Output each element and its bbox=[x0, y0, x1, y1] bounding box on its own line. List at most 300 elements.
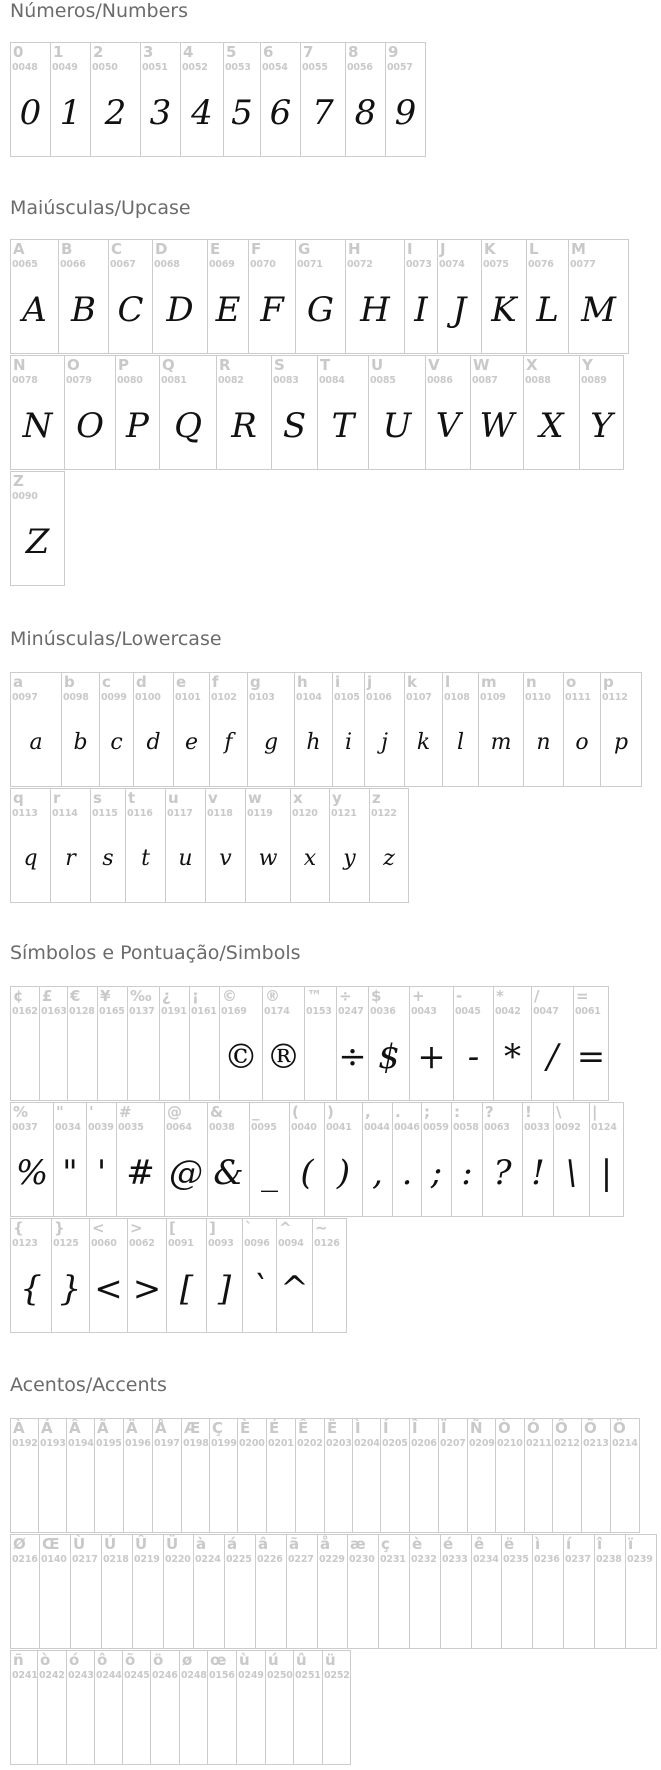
glyph-sample: ® bbox=[266, 1037, 301, 1077]
glyph-code: 0043 bbox=[411, 1006, 437, 1017]
glyph-cell bbox=[337, 986, 369, 1101]
glyph-label: u bbox=[168, 789, 179, 807]
glyph-code: 0229 bbox=[319, 1554, 345, 1565]
glyph-code: 0216 bbox=[12, 1554, 38, 1565]
glyph-label: Ê bbox=[298, 1419, 309, 1437]
glyph-cell bbox=[301, 42, 346, 157]
glyph-sample: g bbox=[263, 730, 279, 755]
glyph-sample: m bbox=[490, 730, 512, 755]
glyph-label: ù bbox=[239, 1651, 250, 1669]
section-title-upcase: Maiúsculas/Upcase bbox=[10, 197, 191, 219]
glyph-label: | bbox=[592, 1103, 598, 1121]
glyph-cell bbox=[410, 1418, 439, 1533]
glyph-code: 0204 bbox=[354, 1438, 380, 1449]
glyph-sample: h bbox=[306, 730, 321, 755]
glyph-cell bbox=[369, 986, 410, 1101]
glyph-code: 0194 bbox=[68, 1438, 94, 1449]
glyph-sample: k bbox=[416, 730, 431, 755]
glyph-label: ~ bbox=[315, 1219, 328, 1237]
glyph-cell bbox=[167, 1218, 207, 1333]
glyph-cell bbox=[524, 672, 564, 787]
glyph-cell bbox=[527, 239, 569, 354]
glyph-cell bbox=[266, 1650, 294, 1765]
glyph-sample: v bbox=[219, 846, 232, 871]
glyph-cell bbox=[10, 355, 65, 470]
glyph-label: Å bbox=[155, 1419, 167, 1437]
glyph-label: . bbox=[395, 1103, 401, 1121]
glyph-cell bbox=[90, 1218, 128, 1333]
glyph-label: ¡ bbox=[192, 987, 199, 1005]
glyph-cell bbox=[95, 1418, 124, 1533]
glyph-cell bbox=[441, 1534, 472, 1649]
glyph-label: W bbox=[473, 356, 490, 374]
glyph-label: + bbox=[412, 987, 425, 1005]
glyph-sample: O bbox=[76, 406, 104, 446]
glyph-code: 0245 bbox=[124, 1670, 150, 1681]
glyph-label: S bbox=[274, 356, 285, 374]
glyph-sample: c bbox=[110, 730, 123, 755]
glyph-code: 0063 bbox=[484, 1122, 510, 1133]
glyph-label: Y bbox=[582, 356, 593, 374]
glyph-label: £ bbox=[42, 987, 53, 1005]
glyph-sample: J bbox=[452, 290, 467, 330]
glyph-code: 0237 bbox=[565, 1554, 591, 1565]
glyph-code: 0040 bbox=[291, 1122, 317, 1133]
glyph-label: Î bbox=[412, 1419, 418, 1437]
glyph-sample: 8 bbox=[354, 93, 377, 133]
glyph-label: < bbox=[92, 1219, 105, 1237]
glyph-sample: K bbox=[491, 290, 517, 330]
glyph-cell bbox=[438, 239, 482, 354]
glyph-label: K bbox=[484, 240, 496, 258]
glyph-code: 0092 bbox=[555, 1122, 581, 1133]
glyph-label: U bbox=[371, 356, 384, 374]
glyph-code: 0124 bbox=[591, 1122, 617, 1133]
glyph-label: ? bbox=[485, 1103, 494, 1121]
glyph-code: 0109 bbox=[480, 692, 506, 703]
glyph-cell bbox=[123, 1650, 151, 1765]
glyph-code: 0156 bbox=[209, 1670, 235, 1681]
glyph-label: Œ bbox=[42, 1535, 60, 1553]
glyph-sample: o bbox=[575, 730, 589, 755]
glyph-sample: 9 bbox=[394, 93, 417, 133]
glyph-label: ] bbox=[209, 1219, 216, 1237]
glyph-label: 9 bbox=[388, 43, 399, 61]
section-title-accents: Acentos/Accents bbox=[10, 1374, 167, 1396]
glyph-cell bbox=[210, 672, 248, 787]
glyph-cell bbox=[379, 1534, 410, 1649]
glyph-sample: q bbox=[23, 846, 38, 871]
glyph-code: 0050 bbox=[92, 62, 118, 73]
glyph-cell bbox=[220, 986, 263, 1101]
glyph-code: 0121 bbox=[331, 808, 357, 819]
glyph-label: ^ bbox=[279, 1219, 292, 1237]
glyph-code: 0082 bbox=[218, 375, 244, 386]
glyph-label: è bbox=[412, 1535, 423, 1553]
glyph-cell bbox=[250, 1102, 290, 1217]
glyph-sample: Y bbox=[590, 406, 613, 446]
glyph-cell bbox=[296, 1418, 325, 1533]
glyph-code: 0120 bbox=[292, 808, 318, 819]
glyph-code: 0123 bbox=[12, 1238, 38, 1249]
glyph-sample: w bbox=[258, 846, 278, 871]
glyph-label: n bbox=[526, 673, 537, 691]
glyph-code: 0057 bbox=[387, 62, 413, 73]
glyph-label: , bbox=[365, 1103, 371, 1121]
glyph-code: 0224 bbox=[195, 1554, 221, 1565]
glyph-label: Õ bbox=[584, 1419, 597, 1437]
glyph-label: ÷ bbox=[339, 987, 352, 1005]
glyph-cell bbox=[40, 986, 68, 1101]
glyph-label: 6 bbox=[263, 43, 274, 61]
glyph-sample: 1 bbox=[59, 93, 82, 133]
glyph-cell bbox=[102, 1534, 133, 1649]
glyph-code: 0061 bbox=[575, 1006, 601, 1017]
section-title-numbers: Números/Numbers bbox=[10, 0, 188, 22]
glyph-cell bbox=[165, 1102, 208, 1217]
glyph-sample: P bbox=[126, 406, 149, 446]
glyph-label: " bbox=[56, 1103, 64, 1121]
glyph-sample: W bbox=[479, 406, 515, 446]
glyph-label: ™ bbox=[307, 987, 322, 1005]
glyph-sample: l bbox=[456, 730, 465, 755]
glyph-code: 0068 bbox=[154, 259, 180, 270]
glyph-cell bbox=[134, 672, 174, 787]
glyph-label: b bbox=[64, 673, 75, 691]
glyph-label: È bbox=[240, 1419, 251, 1437]
glyph-cell bbox=[261, 42, 301, 157]
glyph-label: Ï bbox=[441, 1419, 447, 1437]
glyph-sample: 5 bbox=[231, 93, 253, 133]
glyph-label: Ä bbox=[126, 1419, 138, 1437]
glyph-code: 0239 bbox=[627, 1554, 653, 1565]
glyph-label: : bbox=[454, 1103, 460, 1121]
glyph-code: 0077 bbox=[570, 259, 596, 270]
glyph-label: z bbox=[372, 789, 381, 807]
glyph-label: k bbox=[407, 673, 417, 691]
glyph-label: w bbox=[248, 789, 262, 807]
glyph-label: o bbox=[566, 673, 577, 691]
glyph-code: 0075 bbox=[483, 259, 509, 270]
glyph-code: 0227 bbox=[288, 1554, 314, 1565]
glyph-code: 0118 bbox=[207, 808, 233, 819]
glyph-cell bbox=[405, 672, 443, 787]
glyph-code: 0096 bbox=[244, 1238, 270, 1249]
glyph-row bbox=[10, 1534, 661, 1649]
glyph-label: Q bbox=[162, 356, 175, 374]
symbols-grid bbox=[10, 986, 661, 1333]
glyph-code: 0206 bbox=[411, 1438, 437, 1449]
glyph-cell bbox=[422, 1102, 452, 1217]
glyph-cell bbox=[532, 986, 574, 1101]
glyph-code: 0072 bbox=[347, 259, 373, 270]
glyph-row bbox=[10, 355, 661, 470]
glyph-cell bbox=[256, 1534, 287, 1649]
glyph-cell bbox=[10, 1650, 38, 1765]
glyph-cell bbox=[287, 1534, 318, 1649]
glyph-cell bbox=[153, 1418, 182, 1533]
glyph-cell bbox=[426, 355, 471, 470]
glyph-label: { bbox=[13, 1219, 24, 1237]
glyph-label: ) bbox=[327, 1103, 334, 1121]
glyph-code: 0202 bbox=[297, 1438, 323, 1449]
glyph-code: 0052 bbox=[182, 62, 208, 73]
glyph-code: 0071 bbox=[297, 259, 323, 270]
glyph-cell bbox=[238, 1418, 267, 1533]
glyph-label: Ø bbox=[13, 1535, 26, 1553]
glyph-label: ò bbox=[40, 1651, 51, 1669]
glyph-label: M bbox=[571, 240, 586, 258]
glyph-label: ; bbox=[424, 1103, 430, 1121]
glyph-code: 0084 bbox=[319, 375, 345, 386]
glyph-sample: T bbox=[331, 406, 355, 446]
glyph-code: 0086 bbox=[427, 375, 453, 386]
glyph-code: 0054 bbox=[262, 62, 288, 73]
glyph-code: 0225 bbox=[226, 1554, 252, 1565]
glyph-label: } bbox=[54, 1219, 65, 1237]
glyph-code: 0059 bbox=[423, 1122, 449, 1133]
glyph-cell bbox=[100, 672, 134, 787]
glyph-cell bbox=[569, 239, 629, 354]
glyph-cell bbox=[62, 672, 100, 787]
glyph-label: ‰ bbox=[130, 987, 152, 1005]
glyph-code: 0162 bbox=[12, 1006, 38, 1017]
glyph-label: à bbox=[196, 1535, 207, 1553]
glyph-code: 0198 bbox=[183, 1438, 209, 1449]
glyph-cell bbox=[164, 1534, 194, 1649]
glyph-sample: ] bbox=[217, 1269, 232, 1309]
glyph-sample: t bbox=[141, 846, 150, 871]
glyph-sample: ` bbox=[251, 1269, 268, 1309]
glyph-code: 0251 bbox=[295, 1670, 321, 1681]
glyph-sample: j bbox=[381, 730, 388, 755]
glyph-code: 0087 bbox=[472, 375, 498, 386]
glyph-sample: f bbox=[224, 730, 233, 755]
glyph-sample: 3 bbox=[149, 93, 172, 133]
glyph-label: ê bbox=[474, 1535, 485, 1553]
glyph-cell bbox=[10, 42, 51, 157]
glyph-code: 0248 bbox=[181, 1670, 207, 1681]
glyph-sample: p bbox=[613, 730, 629, 755]
glyph-code: 0091 bbox=[168, 1238, 194, 1249]
glyph-cell bbox=[525, 1418, 553, 1533]
glyph-cell bbox=[290, 1102, 325, 1217]
glyph-code: 0169 bbox=[221, 1006, 247, 1017]
glyph-label: ¢ bbox=[13, 987, 24, 1005]
glyph-cell bbox=[452, 1102, 483, 1217]
glyph-code: 0097 bbox=[12, 692, 38, 703]
glyph-label: d bbox=[136, 673, 147, 691]
glyph-cell bbox=[353, 1418, 381, 1533]
glyph-code: 0209 bbox=[469, 1438, 495, 1449]
glyph-code: 0116 bbox=[127, 808, 153, 819]
glyph-cell bbox=[443, 672, 479, 787]
glyph-code: 0065 bbox=[12, 259, 38, 270]
glyph-label: Ü bbox=[166, 1535, 179, 1553]
glyph-label: € bbox=[70, 987, 81, 1005]
glyph-row bbox=[10, 471, 661, 586]
glyph-label: - bbox=[456, 987, 463, 1005]
glyph-cell bbox=[67, 1418, 95, 1533]
glyph-code: 0088 bbox=[525, 375, 551, 386]
glyph-label: D bbox=[155, 240, 168, 258]
glyph-code: 0235 bbox=[503, 1554, 529, 1565]
glyph-code: 0125 bbox=[53, 1238, 79, 1249]
glyph-label: H bbox=[348, 240, 361, 258]
glyph-cell bbox=[294, 1650, 323, 1765]
glyph-sample: $ bbox=[378, 1037, 400, 1077]
glyph-row bbox=[10, 239, 661, 354]
glyph-sample: r bbox=[65, 846, 76, 871]
glyph-label: t bbox=[128, 789, 136, 807]
glyph-label: J bbox=[440, 240, 446, 258]
glyph-code: 0197 bbox=[154, 1438, 180, 1449]
glyph-cell bbox=[554, 1102, 590, 1217]
glyph-code: 0101 bbox=[175, 692, 201, 703]
glyph-sample: V bbox=[435, 406, 461, 446]
glyph-code: 0210 bbox=[497, 1438, 523, 1449]
glyph-cell bbox=[330, 788, 370, 903]
glyph-cell bbox=[243, 1218, 277, 1333]
glyph-sample: S bbox=[282, 406, 307, 446]
glyph-code: 0193 bbox=[40, 1438, 66, 1449]
glyph-label: R bbox=[219, 356, 231, 374]
glyph-cell bbox=[272, 355, 318, 470]
glyph-code: 0199 bbox=[211, 1438, 237, 1449]
glyph-cell bbox=[533, 1534, 564, 1649]
glyph-label: # bbox=[119, 1103, 132, 1121]
glyph-label: A bbox=[13, 240, 25, 258]
glyph-cell bbox=[318, 1534, 348, 1649]
glyph-label: 5 bbox=[226, 43, 237, 61]
glyph-cell bbox=[291, 788, 330, 903]
glyph-sample: = bbox=[576, 1037, 606, 1077]
glyph-label: ô bbox=[97, 1651, 108, 1669]
glyph-cell bbox=[249, 239, 296, 354]
glyph-cell bbox=[51, 42, 91, 157]
glyph-cell bbox=[207, 1218, 243, 1333]
glyph-code: 0161 bbox=[191, 1006, 217, 1017]
glyph-code: 0038 bbox=[209, 1122, 235, 1133]
glyph-cell bbox=[54, 1102, 87, 1217]
glyph-sample: R bbox=[231, 406, 257, 446]
glyph-cell bbox=[68, 986, 98, 1101]
glyph-label: E bbox=[210, 240, 221, 258]
glyph-label: p bbox=[603, 673, 614, 691]
glyph-label: s bbox=[93, 789, 102, 807]
glyph-cell bbox=[277, 1218, 313, 1333]
glyph-cell bbox=[160, 986, 190, 1101]
glyph-sample: < bbox=[94, 1269, 123, 1309]
glyph-sample: i bbox=[344, 730, 353, 755]
glyph-cell bbox=[482, 239, 527, 354]
glyph-code: 0095 bbox=[251, 1122, 277, 1133]
glyph-cell bbox=[217, 355, 272, 470]
glyph-code: 0213 bbox=[583, 1438, 609, 1449]
glyph-label: V bbox=[428, 356, 440, 374]
glyph-sample: ^ bbox=[280, 1269, 309, 1309]
glyph-sample: + bbox=[417, 1037, 446, 1077]
glyph-code: 0205 bbox=[382, 1438, 408, 1449]
glyph-sample: } bbox=[59, 1269, 82, 1309]
glyph-sample: F bbox=[260, 290, 284, 330]
glyph-sample: s bbox=[102, 846, 114, 871]
glyph-code: 0252 bbox=[324, 1670, 350, 1681]
glyph-label: ' bbox=[89, 1103, 94, 1121]
glyph-cell bbox=[91, 42, 141, 157]
glyph-code: 0219 bbox=[134, 1554, 160, 1565]
glyph-code: 0236 bbox=[534, 1554, 560, 1565]
glyph-sample: u bbox=[178, 846, 193, 871]
glyph-cell bbox=[479, 672, 524, 787]
glyph-cell bbox=[141, 42, 181, 157]
glyph-code: 0070 bbox=[250, 259, 276, 270]
glyph-label: c bbox=[102, 673, 111, 691]
glyph-code: 0128 bbox=[69, 1006, 95, 1017]
glyph-cell bbox=[325, 1418, 353, 1533]
glyph-sample: 6 bbox=[269, 93, 292, 133]
glyph-code: 0090 bbox=[12, 491, 38, 502]
glyph-cell bbox=[626, 1534, 657, 1649]
glyph-label: O bbox=[67, 356, 80, 374]
glyph-label: e bbox=[176, 673, 187, 691]
glyph-label: j bbox=[367, 673, 373, 691]
glyph-label: q bbox=[13, 789, 24, 807]
glyph-label: f bbox=[212, 673, 219, 691]
glyph-sample: Z bbox=[25, 522, 50, 562]
glyph-cell bbox=[208, 239, 249, 354]
glyph-label: ¿ bbox=[162, 987, 171, 1005]
glyph-label: ! bbox=[525, 1103, 532, 1121]
glyph-label: å bbox=[320, 1535, 331, 1553]
glyph-cell bbox=[363, 1102, 393, 1217]
glyph-code: 0106 bbox=[366, 692, 392, 703]
glyph-cell bbox=[128, 986, 160, 1101]
glyph-label: é bbox=[443, 1535, 454, 1553]
glyph-sample: L bbox=[536, 290, 559, 330]
glyph-label: Ç bbox=[212, 1419, 224, 1437]
glyph-label: ( bbox=[292, 1103, 299, 1121]
glyph-code: 0060 bbox=[91, 1238, 117, 1249]
glyph-code: 0153 bbox=[306, 1006, 332, 1017]
glyph-cell bbox=[117, 1102, 165, 1217]
glyph-label: Ò bbox=[498, 1419, 511, 1437]
glyph-sample: > bbox=[132, 1269, 162, 1309]
glyph-code: 0191 bbox=[161, 1006, 187, 1017]
glyph-row bbox=[10, 42, 661, 157]
glyph-label: Ó bbox=[527, 1419, 540, 1437]
glyph-cell bbox=[346, 42, 386, 157]
glyph-code: 0089 bbox=[581, 375, 607, 386]
glyph-code: 0114 bbox=[52, 808, 78, 819]
glyph-code: 0053 bbox=[225, 62, 251, 73]
glyph-sample: ' bbox=[96, 1153, 107, 1193]
glyph-label: x bbox=[293, 789, 303, 807]
glyph-code: 0217 bbox=[72, 1554, 98, 1565]
glyph-sample: @ bbox=[169, 1153, 203, 1193]
glyph-sample: \ bbox=[565, 1153, 578, 1193]
glyph-code: 0078 bbox=[12, 375, 38, 386]
glyph-code: 0064 bbox=[166, 1122, 192, 1133]
glyph-code: 0100 bbox=[135, 692, 161, 703]
section-title-symbols: Símbolos e Pontuação/Simbols bbox=[10, 942, 301, 964]
glyph-code: 0079 bbox=[66, 375, 92, 386]
glyph-sample: d bbox=[146, 730, 161, 755]
glyph-sample: , bbox=[372, 1153, 383, 1193]
glyph-sample: " bbox=[62, 1153, 78, 1193]
glyph-cell bbox=[369, 355, 426, 470]
glyph-sample: e bbox=[184, 730, 199, 755]
